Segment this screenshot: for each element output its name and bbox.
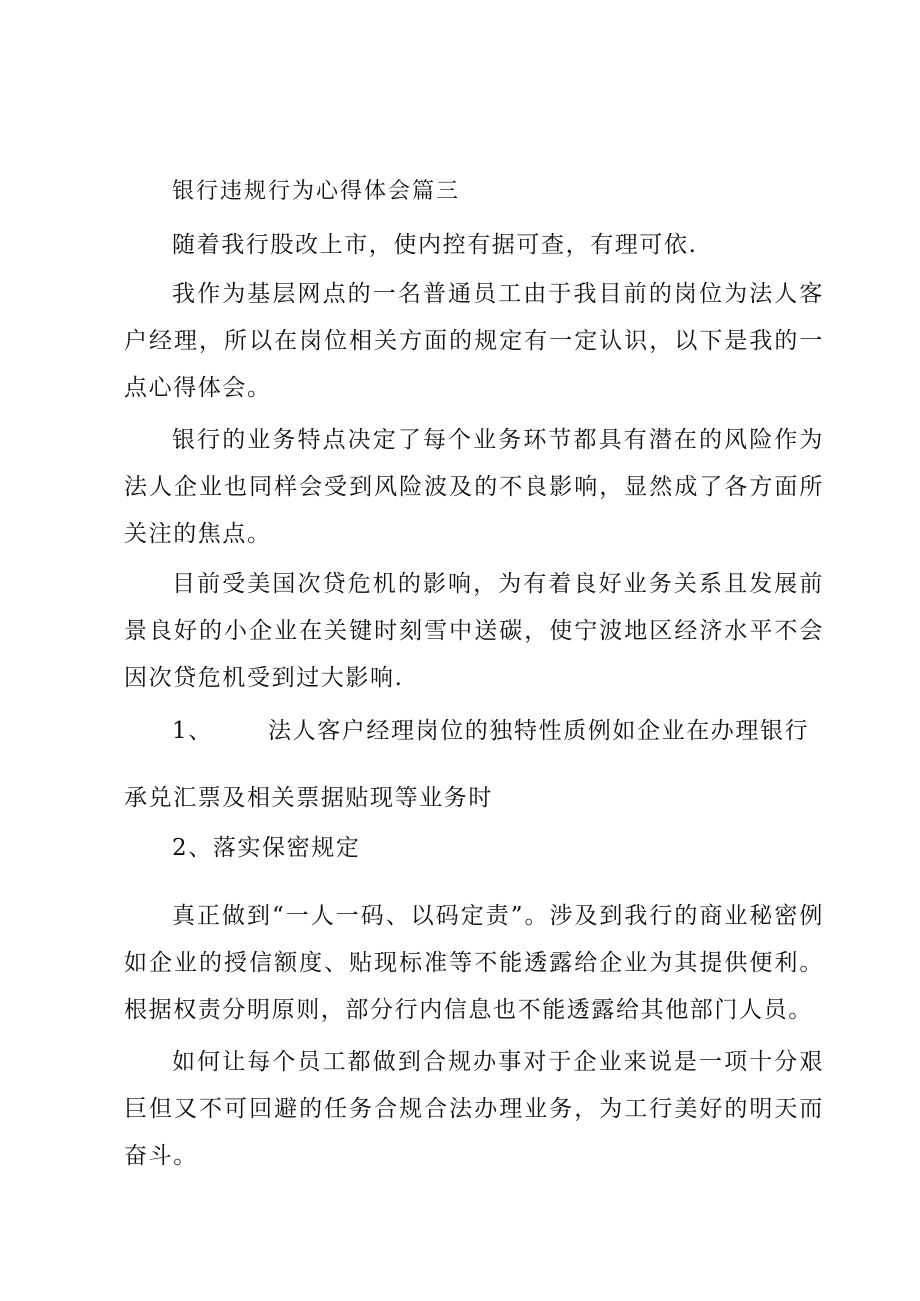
document-title: 银行违规行为心得体会篇三 [172,179,461,204]
list-item-number: 1、 [172,718,213,744]
paragraph: 目前受美国次贷危机的影响，为有着良好业务关系且发展前景良好的小企业在关键时刻雪中送碳，使宁波地区经济水平不会因次贷危机受到过大影响. [124,571,824,691]
list-item-text: 法人客户经理岗位的独特性质例如企业在办理银行 [268,718,810,744]
paragraph: 银行的业务特点决定了每个业务环节都具有潜在的风险作为法人企业也同样会受到风险波及的不良影响，显然成了各方面所关注的焦点。 [124,427,824,547]
paragraph: 我作为基层网点的一名普通员工由于我目前的岗位为法人客户经理，所以在岗位相关方面的规定有一定认识，以下是我的一点心得体会。 [124,281,824,401]
paragraph: 如何让每个员工都做到合规办事对于企业来说是一项十分艰巨但又不可回避的任务合规合法办理业务，为工行美好的明天而奋斗。 [124,1049,824,1169]
list-item: 2、落实保密规定 [172,835,361,861]
list-item [172,708,809,755]
list-item-continuation: 承兑汇票及相关票据贴现等业务时 [124,785,493,811]
paragraph: 真正做到“一人一码、以码定责”。涉及到我行的商业秘密例如企业的授信额度、贴现标准等不能透露给企业为其提供便利。根据权责分明原则，部分行内信息也不能透露给其他部门人员。 [124,903,824,1023]
paragraph: 随着我行股改上市，使内控有据可查，有理可依. [172,232,698,258]
